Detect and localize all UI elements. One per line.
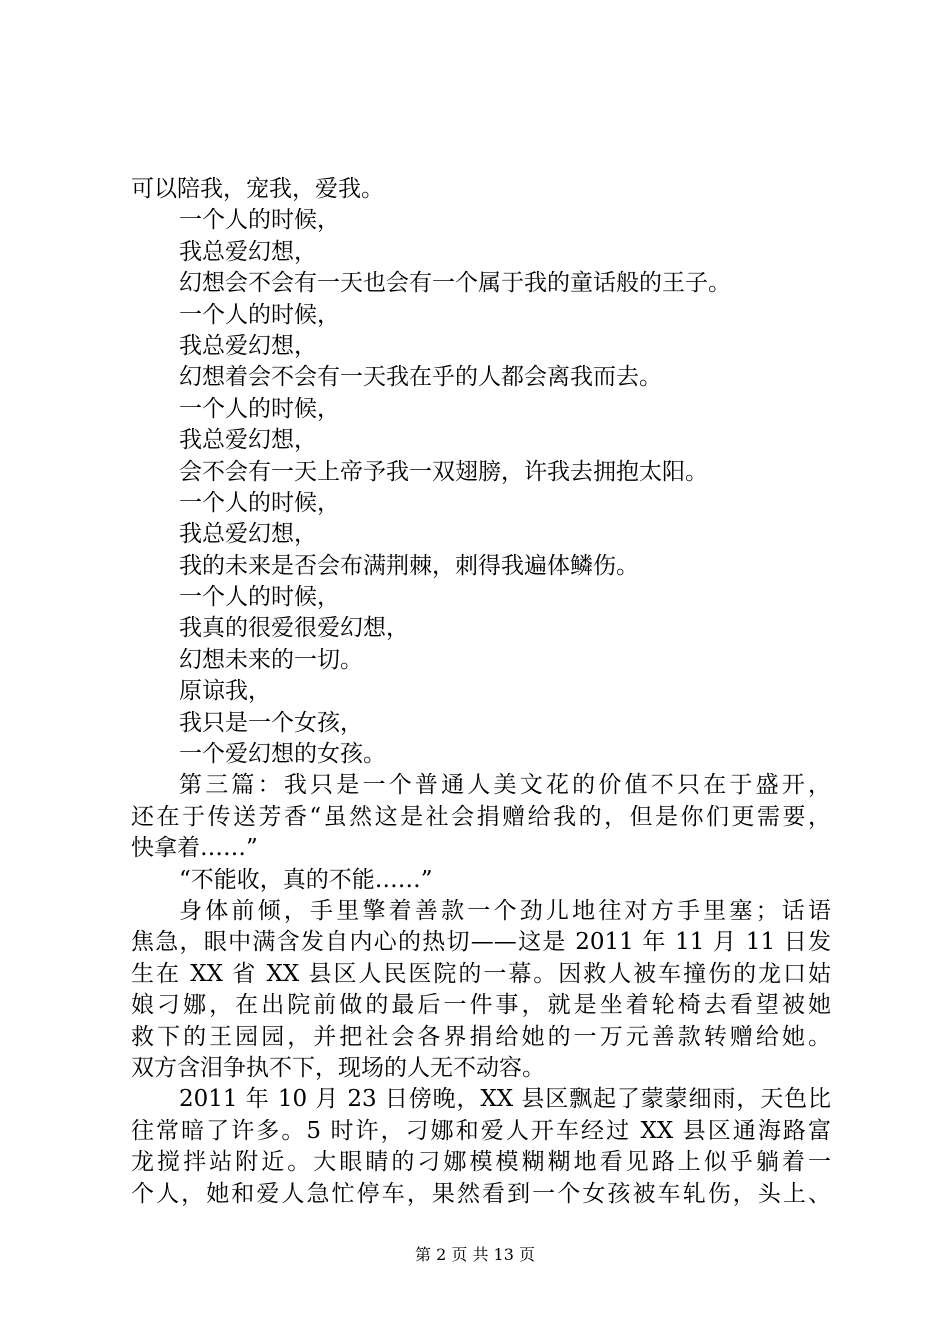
text-line: 还在于传送芳香“虽然这是社会捐赠给我的，但是你们更需要， [131,803,831,830]
text-line: 一个人的时候， [179,584,340,611]
text-line: 救下的王园园，并把社会各界捐给她的一万元善款转赠给她。 [131,1023,831,1050]
text-line: 快拿着……” [131,835,258,862]
text-line: 焦急，眼中满含发自内心的热切——这是 2011 年 11 月 11 日发 [131,929,831,956]
text-line: 一个人的时候， [179,207,340,234]
text-line: 一个人的时候， [179,489,340,516]
text-line: 我只是一个女孩， [179,709,363,736]
text-line: 往常暗了许多。5 时许，刁娜和爱人开车经过 XX 县区通海路富 [131,1117,831,1144]
text-line: 龙搅拌站附近。大眼睛的刁娜模模糊糊地看见路上似乎躺着一 [131,1149,831,1176]
text-line: 会不会有一天上帝予我一双翅膀，许我去拥抱太阳。 [179,458,708,485]
text-line: 一个人的时候， [179,395,340,422]
text-line: 生在 XX 省 XX 县区人民医院的一幕。因救人被车撞伤的龙口姑 [131,960,831,987]
text-line: 幻想会不会有一天也会有一个属于我的童话般的王子。 [179,270,731,297]
text-line: 我真的很爱很爱幻想， [179,615,409,642]
text-line: 身体前倾，手里擎着善款一个劲儿地往对方手里塞；话语 [179,897,831,924]
text-line: 我总爱幻想， [179,521,317,548]
text-line: 我总爱幻想， [179,332,317,359]
text-line: 幻想着会不会有一天我在乎的人都会离我而去。 [179,364,662,391]
text-line: 2011 年 10 月 23 日傍晚，XX 县区飘起了蒙蒙细雨，天色比 [179,1086,831,1113]
text-line: 双方含泪争执不下，现场的人无不动容。 [131,1054,545,1081]
text-line: 一个人的时候， [179,301,340,328]
text-line: 可以陪我，宠我，爱我。 [131,176,384,202]
text-line: 原谅我， [179,678,271,705]
text-line: 我总爱幻想， [179,238,317,265]
document-body [131,174,831,1210]
text-line: 一个爱幻想的女孩。 [179,741,386,768]
text-line: 我的未来是否会布满荆棘，刺得我遍体鳞伤。 [179,552,639,579]
text-line: 我总爱幻想， [179,427,317,454]
text-line: 个人，她和爱人急忙停车，果然看到一个女孩被车轧伤，头上、 [131,1180,831,1207]
page-footer: 第 2 页 共 13 页 [415,1245,535,1264]
text-line: 幻想未来的一切。 [179,646,363,673]
text-line: 娘刁娜，在出院前做的最后一件事，就是坐着轮椅去看望被她 [131,992,831,1019]
text-line: 第三篇：我只是一个普通人美文花的价值不只在于盛开， [179,772,831,799]
text-line: “不能收，真的不能……” [179,866,433,893]
